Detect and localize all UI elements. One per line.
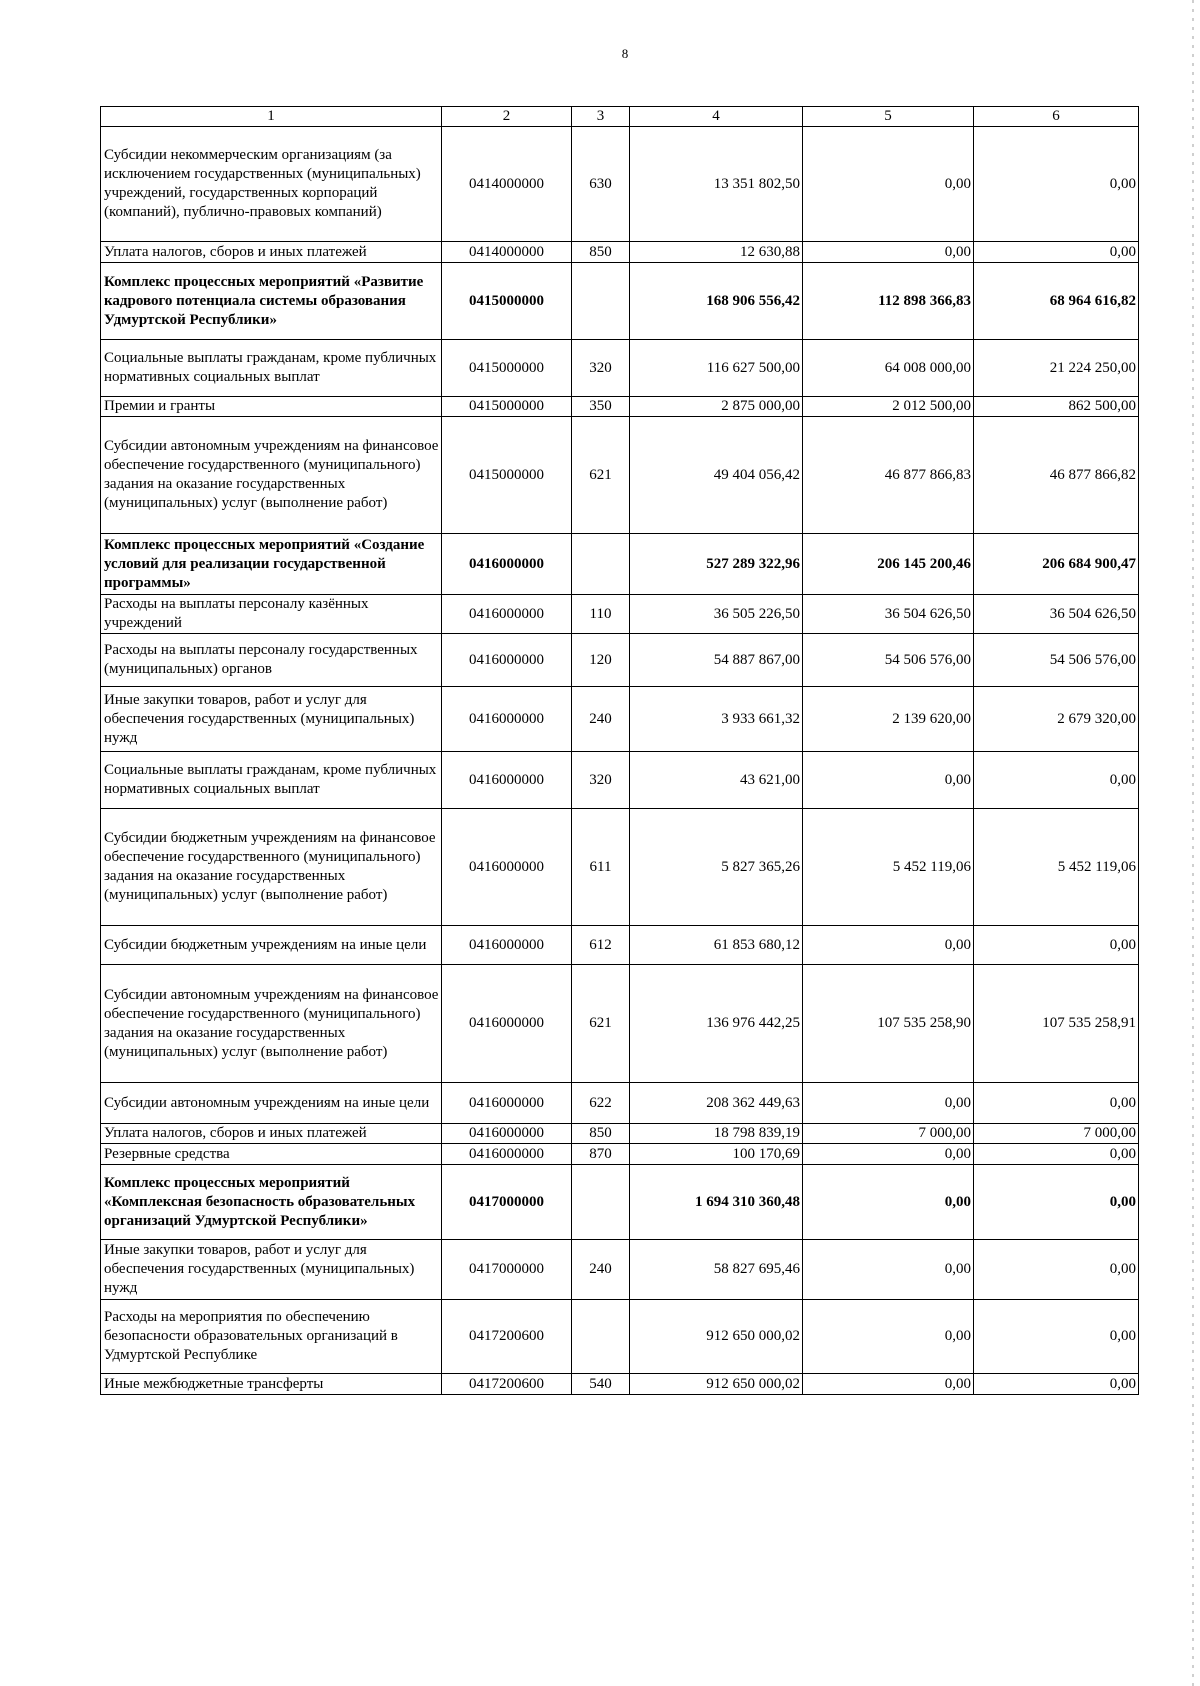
row-value-col4: 168 906 556,42	[630, 263, 803, 340]
row-value-col4: 3 933 661,32	[630, 687, 803, 752]
row-value-col6: 5 452 119,06	[974, 809, 1139, 926]
row-name: Иные межбюджетные трансферты	[101, 1374, 442, 1395]
table-row	[101, 534, 1139, 595]
row-value-col6: 0,00	[974, 1144, 1139, 1165]
row-name: Социальные выплаты гражданам, кроме публичных нормативных социальных выплат	[101, 752, 442, 809]
row-value-col6: 862 500,00	[974, 397, 1139, 417]
table-row	[101, 634, 1139, 687]
row-code: 0416000000	[442, 634, 572, 687]
row-expense-type: 621	[572, 417, 630, 534]
row-expense-type: 350	[572, 397, 630, 417]
row-code: 0415000000	[442, 397, 572, 417]
row-value-col4: 912 650 000,02	[630, 1300, 803, 1374]
table-row	[101, 809, 1139, 926]
row-name: Расходы на выплаты персоналу казённых учреждений	[101, 595, 442, 634]
row-code: 0414000000	[442, 242, 572, 263]
row-name: Субсидии автономным учреждениям на иные цели	[101, 1083, 442, 1124]
row-value-col6: 46 877 866,82	[974, 417, 1139, 534]
row-value-col6: 0,00	[974, 1240, 1139, 1300]
column-number: 4	[630, 107, 803, 127]
row-value-col4: 5 827 365,26	[630, 809, 803, 926]
table-row	[101, 417, 1139, 534]
row-value-col4: 1 694 310 360,48	[630, 1165, 803, 1240]
row-value-col5: 0,00	[803, 752, 974, 809]
row-code: 0416000000	[442, 926, 572, 965]
row-value-col4: 2 875 000,00	[630, 397, 803, 417]
row-value-col5: 0,00	[803, 1144, 974, 1165]
row-value-col5: 0,00	[803, 926, 974, 965]
table-row	[101, 687, 1139, 752]
row-value-col6: 0,00	[974, 926, 1139, 965]
row-value-col5: 107 535 258,90	[803, 965, 974, 1083]
row-value-col4: 136 976 442,25	[630, 965, 803, 1083]
row-value-col5: 2 139 620,00	[803, 687, 974, 752]
table-row	[101, 127, 1139, 242]
row-code: 0416000000	[442, 965, 572, 1083]
row-value-col6: 54 506 576,00	[974, 634, 1139, 687]
row-name: Субсидии некоммерческим организациям (за исключением государственных (муниципальных) учреждений, государственных корпораций (компаний), публично-правовых компаний)	[101, 127, 442, 242]
row-name: Расходы на мероприятия по обеспечению безопасности образовательных организаций в Удмуртской Республике	[101, 1300, 442, 1374]
row-value-col4: 208 362 449,63	[630, 1083, 803, 1124]
row-value-col5: 0,00	[803, 242, 974, 263]
table-row	[101, 752, 1139, 809]
row-name: Субсидии автономным учреждениям на финансовое обеспечение государственного (муниципального) задания на оказание государственных (муниципальных) услуг (выполнение работ)	[101, 965, 442, 1083]
row-value-col5: 36 504 626,50	[803, 595, 974, 634]
row-value-col4: 100 170,69	[630, 1144, 803, 1165]
row-name: Иные закупки товаров, работ и услуг для обеспечения государственных (муниципальных) нужд	[101, 687, 442, 752]
table-row	[101, 242, 1139, 263]
row-value-col5: 0,00	[803, 1083, 974, 1124]
row-code: 0415000000	[442, 340, 572, 397]
table-row	[101, 263, 1139, 340]
column-number: 5	[803, 107, 974, 127]
row-value-col5: 54 506 576,00	[803, 634, 974, 687]
row-expense-type	[572, 534, 630, 595]
row-expense-type: 622	[572, 1083, 630, 1124]
row-code: 0416000000	[442, 687, 572, 752]
table-row	[101, 926, 1139, 965]
row-value-col4: 116 627 500,00	[630, 340, 803, 397]
row-name: Комплекс процессных мероприятий «Создание условий для реализации государственной программы»	[101, 534, 442, 595]
row-code: 0417000000	[442, 1240, 572, 1300]
row-value-col5: 112 898 366,83	[803, 263, 974, 340]
scan-edge	[1192, 0, 1194, 1686]
row-value-col4: 61 853 680,12	[630, 926, 803, 965]
row-value-col6: 0,00	[974, 242, 1139, 263]
table-row	[101, 1240, 1139, 1300]
row-expense-type: 120	[572, 634, 630, 687]
row-name: Субсидии бюджетным учреждениям на иные цели	[101, 926, 442, 965]
row-value-col5: 0,00	[803, 1240, 974, 1300]
row-name: Иные закупки товаров, работ и услуг для обеспечения государственных (муниципальных) нужд	[101, 1240, 442, 1300]
row-code: 0416000000	[442, 1124, 572, 1144]
budget-table	[100, 106, 1139, 1395]
row-expense-type: 320	[572, 752, 630, 809]
row-value-col5: 206 145 200,46	[803, 534, 974, 595]
row-value-col4: 54 887 867,00	[630, 634, 803, 687]
row-value-col4: 43 621,00	[630, 752, 803, 809]
row-name: Комплекс процессных мероприятий «Комплексная безопасность образовательных организаций Удмуртской Республики»	[101, 1165, 442, 1240]
row-code: 0415000000	[442, 263, 572, 340]
row-value-col5: 64 008 000,00	[803, 340, 974, 397]
row-value-col6: 0,00	[974, 1083, 1139, 1124]
row-expense-type	[572, 1165, 630, 1240]
row-value-col4: 912 650 000,02	[630, 1374, 803, 1395]
row-value-col5: 7 000,00	[803, 1124, 974, 1144]
row-expense-type: 240	[572, 1240, 630, 1300]
row-expense-type: 850	[572, 1124, 630, 1144]
row-expense-type: 621	[572, 965, 630, 1083]
row-value-col5: 0,00	[803, 1165, 974, 1240]
row-code: 0416000000	[442, 595, 572, 634]
table-row	[101, 1144, 1139, 1165]
row-value-col6: 2 679 320,00	[974, 687, 1139, 752]
row-expense-type: 320	[572, 340, 630, 397]
table-row	[101, 1124, 1139, 1144]
column-number: 6	[974, 107, 1139, 127]
row-code: 0417200600	[442, 1374, 572, 1395]
row-name: Субсидии бюджетным учреждениям на финансовое обеспечение государственного (муниципального) задания на оказание государственных (муниципальных) услуг (выполнение работ)	[101, 809, 442, 926]
row-value-col5: 46 877 866,83	[803, 417, 974, 534]
row-expense-type	[572, 1300, 630, 1374]
row-value-col4: 36 505 226,50	[630, 595, 803, 634]
row-code: 0414000000	[442, 127, 572, 242]
row-name: Премии и гранты	[101, 397, 442, 417]
row-code: 0415000000	[442, 417, 572, 534]
row-value-col5: 0,00	[803, 1374, 974, 1395]
row-value-col5: 2 012 500,00	[803, 397, 974, 417]
table-row	[101, 595, 1139, 634]
row-name: Субсидии автономным учреждениям на финансовое обеспечение государственного (муниципального) задания на оказание государственных (муниципальных) услуг (выполнение работ)	[101, 417, 442, 534]
row-value-col6: 0,00	[974, 752, 1139, 809]
row-code: 0416000000	[442, 534, 572, 595]
row-value-col5: 0,00	[803, 127, 974, 242]
row-code: 0416000000	[442, 752, 572, 809]
row-expense-type: 612	[572, 926, 630, 965]
row-name: Комплекс процессных мероприятий «Развитие кадрового потенциала системы образования Удмуртской Республики»	[101, 263, 442, 340]
row-name: Уплата налогов, сборов и иных платежей	[101, 1124, 442, 1144]
column-number: 1	[101, 107, 442, 127]
row-value-col4: 527 289 322,96	[630, 534, 803, 595]
row-value-col6: 68 964 616,82	[974, 263, 1139, 340]
table-row	[101, 1300, 1139, 1374]
row-name: Социальные выплаты гражданам, кроме публичных нормативных социальных выплат	[101, 340, 442, 397]
table-row	[101, 1374, 1139, 1395]
row-value-col4: 13 351 802,50	[630, 127, 803, 242]
row-expense-type: 630	[572, 127, 630, 242]
row-value-col6: 36 504 626,50	[974, 595, 1139, 634]
row-expense-type: 611	[572, 809, 630, 926]
row-code: 0417200600	[442, 1300, 572, 1374]
row-code: 0416000000	[442, 1083, 572, 1124]
row-value-col4: 12 630,88	[630, 242, 803, 263]
row-value-col6: 21 224 250,00	[974, 340, 1139, 397]
row-expense-type: 240	[572, 687, 630, 752]
row-code: 0416000000	[442, 1144, 572, 1165]
row-value-col6: 107 535 258,91	[974, 965, 1139, 1083]
row-value-col6: 0,00	[974, 1300, 1139, 1374]
row-value-col6: 7 000,00	[974, 1124, 1139, 1144]
row-value-col4: 58 827 695,46	[630, 1240, 803, 1300]
row-code: 0416000000	[442, 809, 572, 926]
row-value-col4: 18 798 839,19	[630, 1124, 803, 1144]
column-number: 3	[572, 107, 630, 127]
row-value-col5: 5 452 119,06	[803, 809, 974, 926]
table-row	[101, 1083, 1139, 1124]
table-row	[101, 397, 1139, 417]
row-name: Уплата налогов, сборов и иных платежей	[101, 242, 442, 263]
row-code: 0417000000	[442, 1165, 572, 1240]
column-number-row	[101, 107, 1139, 127]
page-number: 8	[621, 46, 629, 61]
column-number: 2	[442, 107, 572, 127]
row-name: Резервные средства	[101, 1144, 442, 1165]
table-row	[101, 340, 1139, 397]
row-value-col4: 49 404 056,42	[630, 417, 803, 534]
row-value-col5: 0,00	[803, 1300, 974, 1374]
row-expense-type	[572, 263, 630, 340]
row-expense-type: 110	[572, 595, 630, 634]
row-value-col6: 0,00	[974, 1165, 1139, 1240]
row-value-col6: 206 684 900,47	[974, 534, 1139, 595]
row-value-col6: 0,00	[974, 1374, 1139, 1395]
row-expense-type: 850	[572, 242, 630, 263]
row-expense-type: 870	[572, 1144, 630, 1165]
table-row	[101, 965, 1139, 1083]
table-row	[101, 1165, 1139, 1240]
row-name: Расходы на выплаты персоналу государственных (муниципальных) органов	[101, 634, 442, 687]
row-value-col6: 0,00	[974, 127, 1139, 242]
row-expense-type: 540	[572, 1374, 630, 1395]
